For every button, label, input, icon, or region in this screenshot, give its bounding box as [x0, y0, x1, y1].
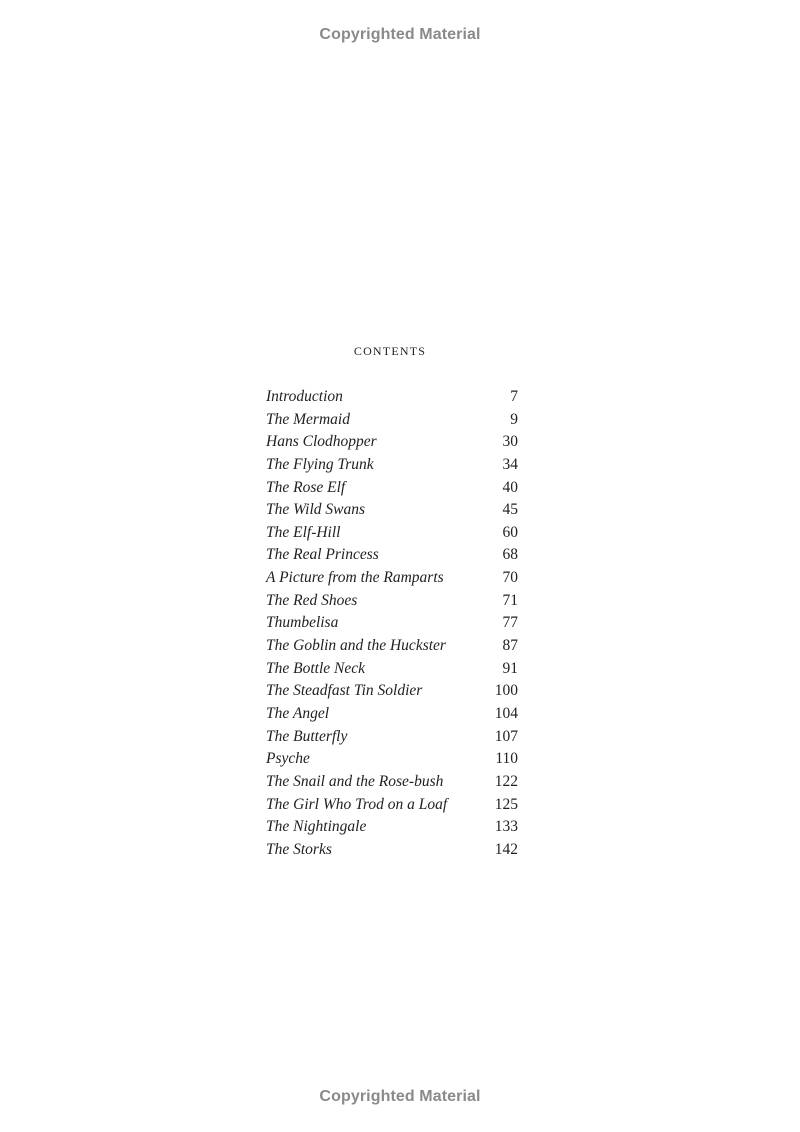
toc-entry[interactable] [266, 750, 518, 773]
toc-entry[interactable] [266, 818, 518, 841]
toc-entry-page: 71 [502, 591, 518, 609]
toc-entry[interactable] [266, 705, 518, 728]
toc-entry-title: The Storks [266, 840, 332, 858]
toc-entry-page: 104 [494, 704, 518, 722]
toc-entry[interactable] [266, 569, 518, 592]
toc-entry-page: 107 [494, 727, 518, 745]
toc-entry-page: 70 [502, 569, 518, 587]
toc-entry-title: The Steadfast Tin Soldier [266, 682, 423, 700]
toc-entry[interactable] [266, 796, 518, 819]
toc-entry[interactable] [266, 456, 518, 479]
toc-entry-page: 125 [494, 795, 518, 813]
toc-entry-title: The Wild Swans [266, 501, 366, 519]
toc-entry-title: The Elf-Hill [266, 523, 341, 541]
toc-entry-page: 77 [502, 614, 518, 632]
toc-entry[interactable] [266, 524, 518, 547]
toc-entry-page: 40 [502, 478, 518, 496]
toc-entry-title: Psyche [266, 750, 310, 768]
toc-entry[interactable] [266, 433, 518, 456]
toc-entry-title: The Goblin and the Huckster [266, 637, 446, 655]
toc-entry-page: 7 [510, 388, 518, 405]
toc-entry-page: 122 [494, 772, 518, 790]
toc-entry-title: The Red Shoes [266, 591, 358, 609]
toc-entry-title: The Bottle Neck [266, 659, 365, 677]
toc-entry-page: 30 [502, 433, 518, 451]
toc-entry-title: A Picture from the Ramparts [266, 569, 444, 587]
toc-entry-page: 34 [502, 455, 518, 473]
toc-entry-page: 45 [502, 501, 518, 519]
toc-entry[interactable] [266, 479, 518, 502]
toc-entry[interactable] [266, 614, 518, 637]
watermark-top: Copyrighted Material [319, 26, 481, 43]
toc-entry[interactable] [266, 660, 518, 683]
toc-entry[interactable] [266, 501, 518, 524]
toc-entry-title: Introduction [266, 388, 343, 405]
toc-entry-page: 68 [502, 546, 518, 564]
toc-entry-title: The Angel [266, 704, 329, 722]
toc-entry-title: The Mermaid [266, 410, 350, 428]
table-of-contents [266, 388, 518, 863]
toc-entry-page: 110 [495, 750, 518, 768]
toc-entry[interactable] [266, 773, 518, 796]
toc-entry-title: Thumbelisa [266, 614, 339, 632]
toc-entry-title: The Snail and the Rose-bush [266, 772, 444, 790]
toc-entry-page: 9 [510, 410, 518, 428]
toc-entry-title: Hans Clodhopper [266, 433, 377, 451]
toc-entry[interactable] [266, 728, 518, 751]
toc-entry[interactable] [266, 637, 518, 660]
toc-entry-page: 133 [494, 818, 518, 836]
toc-entry[interactable] [266, 841, 518, 864]
toc-entry-page: 100 [494, 682, 518, 700]
toc-entry[interactable] [266, 411, 518, 434]
contents-heading: contents [353, 340, 427, 359]
toc-entry-title: The Rose Elf [266, 478, 346, 496]
toc-entry[interactable] [266, 388, 518, 411]
toc-entry-title: The Girl Who Trod on a Loaf [266, 795, 448, 813]
toc-entry[interactable] [266, 592, 518, 615]
toc-entry[interactable] [266, 546, 518, 569]
toc-entry-title: The Butterfly [266, 727, 348, 745]
toc-entry-title: The Nightingale [266, 818, 367, 836]
toc-entry-page: 87 [502, 637, 518, 655]
toc-entry[interactable] [266, 682, 518, 705]
toc-entry-title: The Flying Trunk [266, 455, 374, 473]
toc-entry-page: 91 [502, 659, 518, 677]
toc-entry-page: 60 [502, 523, 518, 541]
toc-entry-title: The Real Princess [266, 546, 379, 564]
toc-entry-page: 142 [494, 840, 518, 858]
watermark-bottom: Copyrighted Material [319, 1088, 481, 1105]
